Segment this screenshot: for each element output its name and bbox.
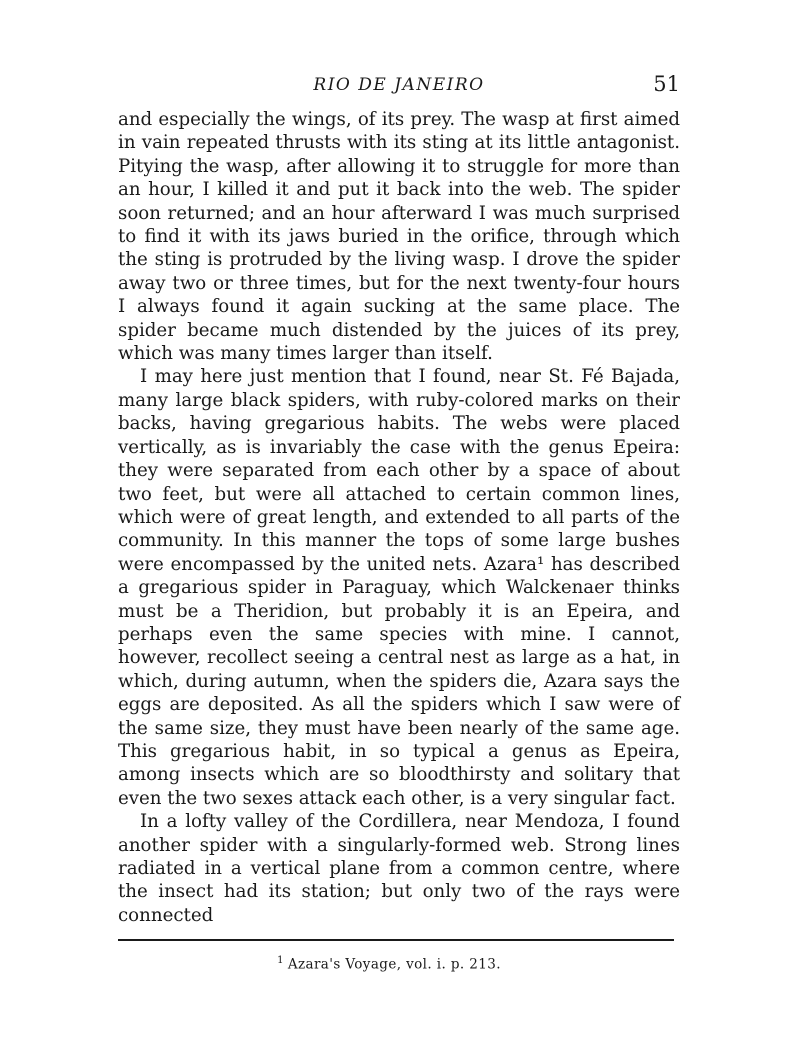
paragraph: and especially the wings, of its prey. The wasp at first aimed in vain repeated thrusts with its sting at its little antagonist. Pitying the wasp, after allowing it to struggle for more than an hour, I killed it and put it back into the web. The spider soon returned; and an hour afterward I was much surprised to find it with its jaws buried in the orifice, through which the sting is protruded by the living wasp. I drove the spider away two or three times, but for the next twenty-four hours I always found it again sucking at the same place. The spider became much distended by the juices of its prey, which was many times larger than itself. (118, 109, 680, 365)
footnote-marker: 1 (277, 955, 284, 967)
book-page (118, 72, 680, 973)
body-text (118, 108, 680, 927)
footnote-rule (118, 939, 674, 941)
running-head (118, 72, 680, 102)
paragraph: I may here just mention that I found, near St. Fé Bajada, many large black spiders, with ruby-colored marks on their backs, having gregarious habits. The webs were placed vertically, as is invariably the case with the genus Epeira: they were separated from each other by a space of about two feet, but were all attached to certain common lines, which were of great length, and extended to all parts of the community. In this manner the tops of some large bushes were encompassed by the united nets. Azara¹ has described a gregarious spider in Paraguay, which Walckenaer thinks must be a Theridion, but probably it is an Epeira, and perhaps even the same species with mine. I cannot, however, recollect seeing a central nest as large as a hat, in which, during autumn, when the spiders die, Azara says the eggs are deposited. As all the spiders which I saw were of the same size, they must have been nearly of the same age. This gregarious habit, in so typical a genus as Epeira, among insects which are so bloodthirsty and solitary that even the two sexes attack each other, is a very singular fact. (118, 366, 680, 809)
page-number: 51 (653, 72, 680, 96)
running-title: RIO DE JANEIRO (313, 75, 485, 95)
footnote-text: Azara's Voyage, vol. i. p. 213. (287, 956, 501, 973)
paragraph: In a lofty valley of the Cordillera, near Mendoza, I found another spider with a singularly-formed web. Strong lines radiated in a vertical plane from a common centre, where the insect had its station; but only two of the rays were connected (118, 811, 680, 926)
footnote (118, 955, 680, 973)
